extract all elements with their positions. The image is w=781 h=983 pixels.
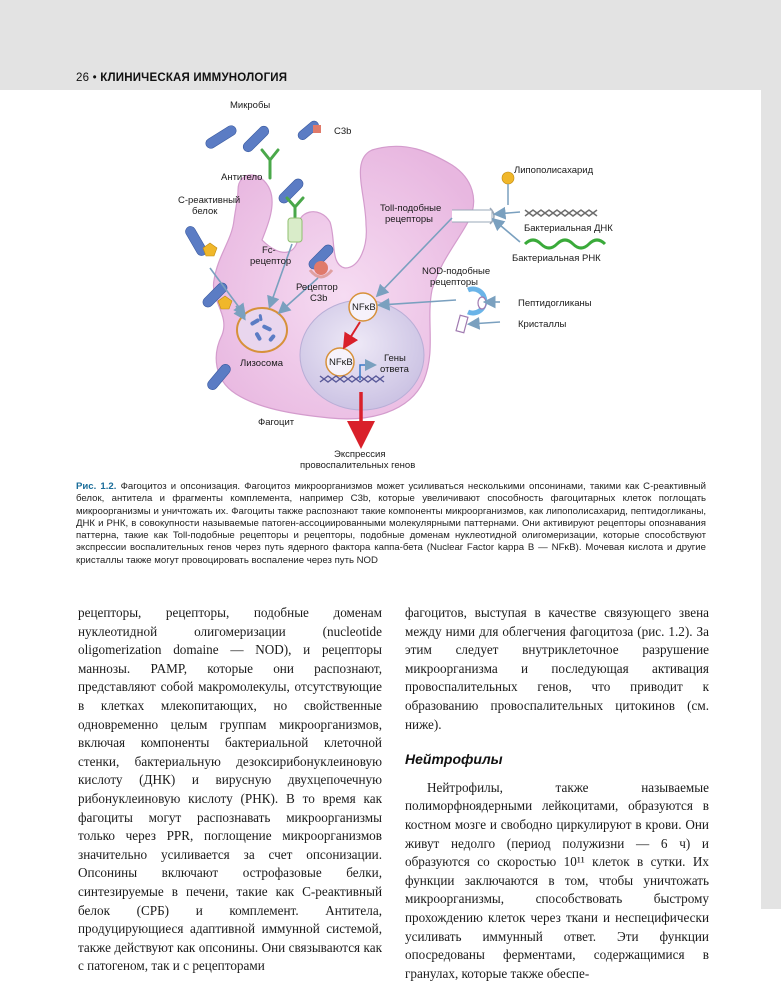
label-microbes: Микробы	[230, 100, 271, 111]
bacterial-dna-icon	[525, 210, 597, 216]
label-nfkb-top: NFκB	[352, 302, 376, 313]
label-c3b-receptor-2: C3b	[310, 293, 328, 304]
label-antibody: Антитело	[221, 172, 263, 183]
label-toll-2: рецепторы	[385, 214, 433, 225]
label-lysosome: Лизосома	[240, 358, 284, 369]
label-expression-2: провоспалительных генов	[300, 460, 416, 471]
header-bullet: •	[92, 72, 97, 84]
label-crystals: Кристаллы	[518, 319, 567, 330]
right-column	[405, 604, 709, 983]
label-genes-1: Гены	[384, 353, 406, 364]
caption-label: Рис. 1.2.	[76, 481, 117, 492]
left-column	[78, 604, 382, 976]
crystal-icon	[456, 315, 468, 333]
c3b-receptor-icon	[314, 261, 328, 275]
label-fc-2: рецептор	[250, 256, 292, 267]
c3b-icon	[313, 125, 321, 133]
toll-receptor-icon	[452, 208, 494, 224]
right-paragraph-2: Нейтрофилы, также называемые полиморфноядерными лейкоцитами, образуются в костном мозге и свободно циркулируют в крови. Они живут недолго (период полужизни — 6 ч) и образуются со скоростью 10¹¹ клеток в сутки. Их функции заключаются в том, чтобы уничтожать микроорганизмы, способствовать быстрому прохождению клеток через ткани и неспецифически усиливать иммунный ответ. Эти функции опосредованы ферментами, содержащимися в гранулах, которые также обеспе-	[405, 779, 709, 981]
label-fc-1: Fc-	[262, 245, 276, 256]
page-number: 26	[76, 72, 90, 84]
label-lps: Липополисахарид	[514, 165, 594, 176]
label-peptidoglycans: Пептидогликаны	[518, 298, 592, 309]
label-bacterial-dna: Бактериальная ДНК	[524, 223, 613, 234]
antibody-icon	[262, 150, 278, 178]
caption-text: Фагоцитоз и опсонизация. Фагоцитоз микроорганизмов может усиливаться несколькими опсонинами, такими как С-реактивный белок, антитела и фрагменты комплемента, например С3b, которые увеличивают способность фагоцитарных клеток поглощать микроорганизмы и уничтожать их. Фагоциты также распознают такие компоненты микроорганизмов, как липополисахарид, пептидогликаны, ДНК и РНК, в совокупности называемые патоген-ассоциированными молекулярными паттернами. Они активируют рецепторы опознавания паттерна, такие как Toll-подобные рецепторы и рецепторы, подобные доменам нуклеотидной олигомеризации, которые способствуют экспрессии воспалительных генов через путь ядерного фактора каппа-бета (Nuclear Factor kappa B — NFκB). Мочевая кислота и другие кристаллы также могут провоцировать воспаление через путь NOD	[76, 481, 707, 566]
lysosome	[237, 308, 287, 352]
section-heading-neutrophils: Нейтрофилы	[405, 751, 503, 768]
peptidoglycan-icon	[478, 297, 486, 309]
label-nod-2: рецепторы	[430, 277, 478, 288]
lps-icon	[502, 172, 514, 184]
left-column-text: рецепторы, рецепторы, подобные доменам нуклеотидной олигомеризации (nucleotide oligomerization domaine — NOD), и рецепторы маннозы. PAMP, которые они распознают, представляют собой макромолекулы, отсутствующие в клетках млекопитающих, но свойственные одновременно целым группам микроорганизмов, включая компоненты бактериальной клеточной стенки, бактериальную дезоксирибонуклеиновую кислоту (ДНК) и вирусную двухцепочечную рибонуклеиновую кислоту (РНК). В то время как фагоциты могут распознавать микроорганизмы только через PPR, поглощение микроорганизмов значительно усиливается за счет опсонизации. Опсонины включают острофазовые белки, синтезируемые в печени, такие как С-реактивный белок (СРБ) и комплемент. Антитела, продуцирующиеся адаптивной иммунной системой, также действуют как опсонины. Они связываются как с патогеном, так и с рецепторами	[78, 605, 382, 974]
label-phagocyte: Фагоцит	[258, 417, 295, 428]
label-nfkb-bottom: NFκB	[329, 357, 353, 368]
fc-receptor-icon	[288, 218, 302, 242]
crp-icon	[203, 243, 217, 256]
running-header	[76, 72, 287, 84]
label-bacterial-rna: Бактериальная РНК	[512, 253, 601, 264]
right-paragraph-1: фагоцитов, выступая в качестве связующего звена между ними для облегчения фагоцитоза (рис. 1.2). За этим следует внутриклеточное разрушение микроорганизма и последующая активация провоспалительных генов, что приводит к образованию провоспалительных цитокинов (см. ниже).	[405, 605, 709, 732]
bound-antibody-icon	[287, 198, 303, 217]
label-toll-1: Toll-подобные	[380, 203, 442, 214]
label-nod-1: NOD-подобные	[422, 266, 491, 277]
header-title: КЛИНИЧЕСКАЯ ИММУНОЛОГИЯ	[100, 72, 288, 84]
label-c3b-receptor-1: Рецептор	[296, 282, 338, 293]
label-crp-1: С-реактивный	[178, 195, 241, 206]
label-c3b: C3b	[334, 126, 352, 137]
label-crp-2: белок	[192, 206, 218, 217]
phagocytosis-figure	[0, 90, 781, 480]
bacterial-rna-icon	[525, 240, 605, 248]
figure-caption	[76, 481, 706, 567]
label-expression-1: Экспрессия	[334, 449, 386, 460]
label-genes-2: ответа	[380, 364, 409, 375]
